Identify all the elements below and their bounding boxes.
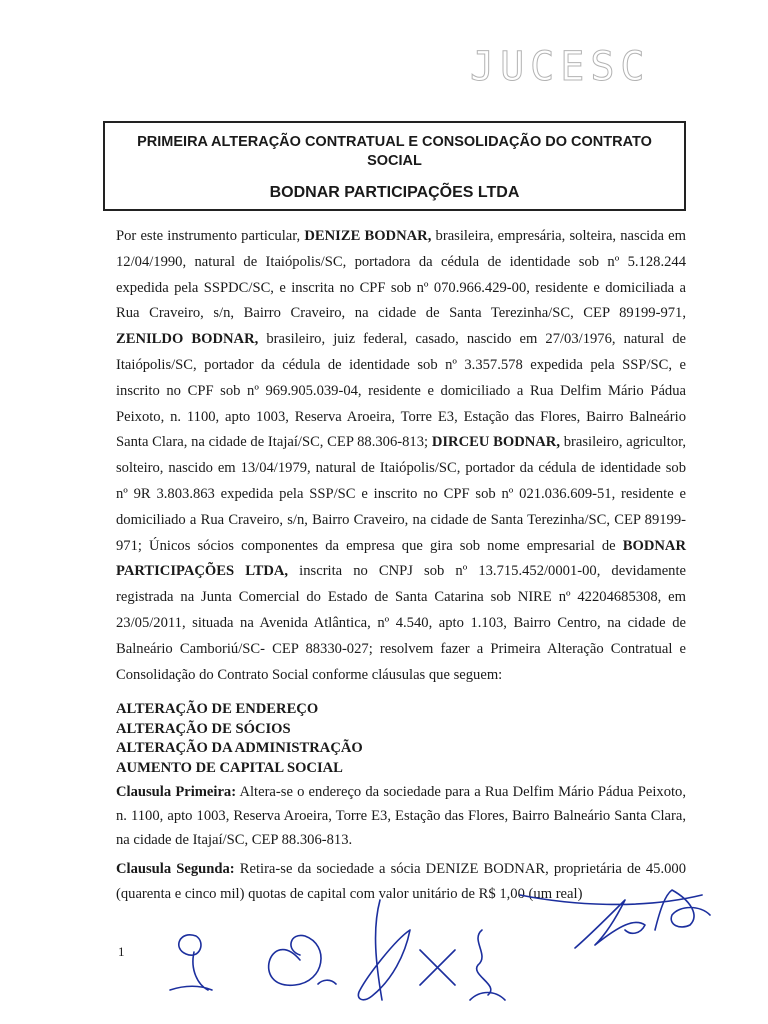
partner-name-dirceu: DIRCEU BODNAR, [431, 434, 560, 451]
clause-first-label: Clausula Primeira: [116, 784, 237, 800]
page-number: 1 [118, 944, 125, 959]
heading-capital-increase: AUMENTO DE CAPITAL SOCIAL [116, 759, 343, 776]
heading-partners-change: ALTERAÇÃO DE SÓCIOS [116, 720, 291, 737]
heading-address-change: ALTERAÇÃO DE ENDEREÇO [116, 701, 319, 717]
preamble-text-1: Por este instrumento particular, [116, 228, 305, 244]
clause-second-text: Retira-se da sociedade a sócia DENIZE BODNAR, proprietária de 45.000 (quarenta e cinco mil) quotas de capital com valor unitário de R$ 1,00 (um real) [116, 861, 687, 902]
preamble-paragraph [116, 224, 686, 688]
partner-name-zenildo: ZENILDO BODNAR, [116, 331, 259, 348]
heading-administration-change: ALTERAÇÃO DA ADMINISTRAÇÃO [116, 740, 363, 756]
clause-second-label: Clausula Segunda: [116, 861, 235, 877]
signature-3 [358, 900, 455, 1000]
preamble-text-3: brasileiro, juiz federal, casado, nascido em 27/03/1976, natural de Itaiópolis/SC, portador da cédula de identidade sob nº 3.357.578 expedida pela SSP/SC, e inscrito no CPF sob nº 969.905.039-04, residente e domiciliado a Rua Delfim Mário Pádua Peixoto, n. 1100, apto 1003, Reserva Aroeira, Torre E3, Estação das Flores, Bairro Balneário Santa Clara, na cidade de Itajaí/SC, CEP 88.306-813; [116, 331, 686, 451]
company-title: BODNAR PARTICIPAÇÕES LTDA [269, 184, 520, 201]
clause-first-text: Altera-se o endereço da sociedade para a Rua Delfim Mário Pádua Peixoto, n. 1100, apto 1003, Reserva Aroeira, Torre E3, Estação das Flores, Bairro Balneário Santa Clara, na cidade de Itajaí/SC, CEP 88.306-813. [116, 784, 686, 848]
clause-second [116, 857, 686, 907]
title-box [103, 121, 686, 211]
preamble-text-2: brasileira, empresária, solteira, nascida em 12/04/1990, natural de Itaiópolis/SC, portadora da cédula de identidade sob nº 5.128.244 expedida pela SSPDC/SC, e inscrita no CPF sob nº 070.966.429-00, residente e domiciliada a Rua Craveiro, s/n, Bairro Craveiro, na cidade de Santa Terezinha/SC, CEP 89199-971, [116, 228, 687, 322]
signature-2 [269, 935, 336, 985]
preamble-text-5: inscrita no CNPJ sob nº 13.715.452/0001-00, devidamente registrada na Junta Comercial do Estado de Santa Catarina sob NIRE nº 42204685308, em 23/05/2011, situada na Avenida Atlântica, nº 4.540, apto 1.103, Bairro Centro, na cidade de Balneário Camboriú/SC- CEP 88330-027; resolvem fazer a Primeira Alteração Contratual e Consolidação do Contrato Social conforme cláusulas que seguem: [116, 563, 686, 683]
signature-1 [170, 935, 212, 990]
preamble [116, 224, 686, 688]
signature-5 [575, 900, 645, 948]
jucesc-stamp: JUCESC [470, 44, 651, 90]
signature-4 [470, 930, 505, 1000]
company-name-inline: BODNAR PARTICIPAÇÕES LTDA, [116, 537, 686, 580]
amendment-headings [116, 700, 686, 778]
document-title: PRIMEIRA ALTERAÇÃO CONTRATUAL E CONSOLIDAÇÃO DO CONTRATO SOCIAL [137, 134, 652, 169]
partner-name-denize: DENIZE BODNAR, [304, 228, 432, 244]
preamble-text-4: brasileiro, agricultor, solteiro, nascido em 13/04/1979, natural de Itaiópolis/SC, portador da cédula de identidade sob nº 9R 3.803.863 expedida pela SSP/SC e inscrito no CPF sob nº 021.036.609-51, residente e domiciliado a Rua Craveiro, s/n, Bairro Craveiro, na cidade de Santa Terezinha/SC, CEP 89199-971; Únicos sócios componentes da empresa que gira sob nome empresarial de [116, 434, 687, 554]
clause-first [116, 780, 686, 852]
